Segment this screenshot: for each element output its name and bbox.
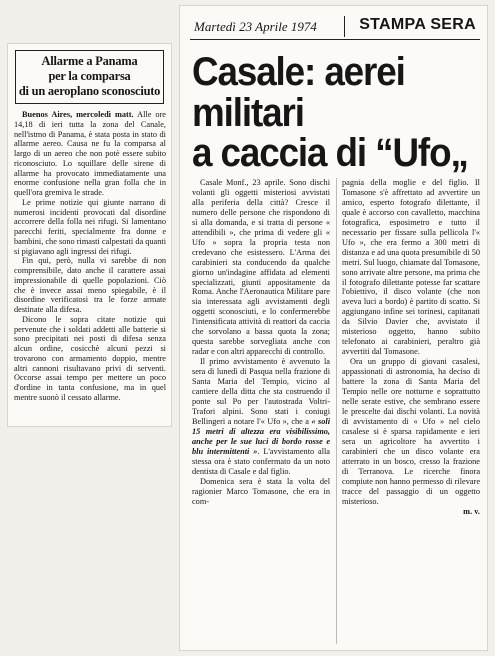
left-dateline: Buenos Aires, mercoledì matt. (22, 110, 134, 119)
newspaper-name: STAMPA SERA (359, 16, 476, 33)
headline-line-3: a caccia di “Ufo„ (192, 131, 468, 175)
left-paragraph-1: Alle ore 14,18 di ieri tutta la zona del Canale, nell'istmo di Panama, è stata posta in stato di allarme aereo. Causa ne fu la comparsa al largo di un aereo che non potè essere subito riconosciuto. Lo squillare delle sirene di allarme ha provocato immediatamente una enorme confusione nella gran folla che in quell'ora gremiva le strade. (14, 110, 166, 197)
article-column-2 (342, 178, 480, 517)
left-headline-line-3: di un aeroplano sconosciuto (18, 84, 161, 98)
left-clipping (8, 44, 171, 426)
headline-line-2: militari (192, 90, 304, 135)
col1-paragraph-2-start: Il primo avvistamento è avvenuto la sera di lunedì di Pasqua nella frazione di Santa Maria del Tempio, vicino al cantiere della ditta che sta costruendo il ponte sul Po per l'autostrada Voltri-Trafori alpini. Sono stati i coniugi Bellingeri a notare l'« Ufo », che a (192, 357, 330, 426)
masthead (190, 15, 480, 41)
article-columns (192, 178, 480, 644)
left-headline-line-1: Allarme a Panama (41, 54, 138, 68)
masthead-divider (344, 16, 345, 37)
left-headline-line-2: per la comparsa (48, 69, 131, 83)
headline-line-1: Casale: aerei (192, 50, 405, 94)
col1-paragraph-1: Sono dischi volanti gli oggetti misteriosi avvistati alla periferia della città? Cresce il numero delle persone che rispondono di sì alla domanda, e si tratta di persone « attendibili », che prima di vedere gli « Ufo » sopra la propria testa non credevano che esistessero. L'Arma dei carabinieri sta conducendo da qualche giorno un'indagine affidata ad elementi specializzati, giunti appositamente da Roma. Anche l'Aeronautica Militare pare sia interessata agli avvistamenti degli oggetti sconosciuti, e lo confermerebbe l'intensificata attività di reattori da caccia che sorvolano a bassa quota la zona; questa sarebbe sorvegliata anche con radar e con altri apparecchi di controllo. (192, 178, 331, 357)
author-signature: m. v. (463, 507, 480, 517)
column-divider (336, 178, 337, 644)
left-paragraph-3: Fin qui, però, nulla vi sarebbe di non comprensibile, dato anche il carattere assai impressionabile di quelle popolazioni. Ciò che è invece assai meno spiegabile, è il disordine verificatosi tra le forze armate destinate alla difesa. (14, 256, 166, 314)
col2-paragraph-2: Ora un gruppo di giovani casalesi, appassionati di astronomia, ha deciso di battere la zona di Santa Maria del Tempio nelle ore notturne e soprattutto nelle serate estive, che sembrano essere le prescelte dai dischi volanti. La novità di avvistamento di « Ufo » nel cielo casalese si è sparsa rapidamente e ieri sera un agricoltore ha avvertito i carabinieri che un disco volante era atterrato in un bosco, cresso la frazione di Terranova. Le ricerche finora compiute non hanno permesso di rilevare tracce del passaggio di un oggetto misterioso. (342, 357, 480, 506)
right-clipping (180, 6, 487, 650)
col2-paragraph-1: pagnia della moglie e del figlio. Il Tomasone s'è affrettato ad avvertire un amico, esperto fotografo dilettante, il quale è accorso con cavalletto, macchina fotografica, esposimetro e tutto il necessario per fissare sulla pellicola l'« Ufo », che era fermo a 300 metri di distanza e ad una quota presumibile di 50 metri. Sul luogo, chiamate dal Tomasone, sono arrivate altre persone, ma prima che il fotografo dilettante potesse far scattare l'obiettivo, il disco volante (che non aveva luci a bordo) è partito di scatto. Si aggiungano infine sei torinesi, capitanati da Silvio Davier che, avvistato il misterioso oggetto, hanno subito telefonato ai carabinieri, peraltro già avvertiti dal Tomasone. (342, 178, 480, 357)
col1-paragraph-2-end: . L'avvistamento alla stessa ora è stato confermato da un noto dentista di Casale e dal figlio. (192, 446, 330, 476)
left-article-body (14, 110, 166, 403)
right-dateline: Casale Monf., 23 aprile. (200, 178, 286, 187)
publication-date: Martedì 23 Aprile 1974 (194, 19, 317, 34)
left-headline-box (15, 50, 164, 104)
masthead-rule (190, 39, 480, 40)
article-column-1 (192, 178, 330, 506)
quoted-witness-statement: « soli 15 metri di altezza era visibilissimo, anche per le sue luci di bordo rosse e blu intermittenti » (192, 416, 331, 456)
main-headline (192, 52, 482, 174)
left-paragraph-2: Le prime notizie qui giunte narrano di numerosi incidenti provocati dal disordine accorrere della folla nei rifugi. Si lamentano parecchi feriti, specialmente fra donne e bambini, che sono rimasti calpestati da quanti si pigiavano agli ingressi dei rifugi. (14, 197, 166, 256)
left-paragraph-4: Dicono le sopra citate notizie qui pervenute che i soldati addetti alle batterie si sono precipitati nei posti di difesa senza alcun ordine, cosicchè alcuni pezzi si trovarono con armamento doppio, mentre altri cannoni risultavano privi di serventi. Occorse assai tempo per mettere un poco d'ordine in tanta confusione, ma in quel mentre suonò il cessato allarme. (14, 314, 166, 402)
col1-paragraph-3: Domenica sera è stata la volta del ragionier Marco Tomasone, che era in com- (192, 476, 330, 506)
